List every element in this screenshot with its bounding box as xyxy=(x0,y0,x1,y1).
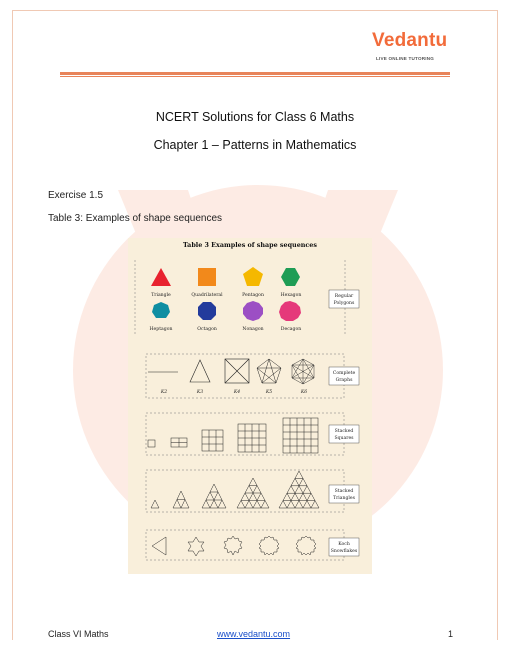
label-hexagon: Hexagon xyxy=(280,293,302,298)
regular-polygons-label-1: Regular xyxy=(334,294,354,299)
pentagon-icon xyxy=(243,267,263,286)
figure-title: Table 3 Examples of shape sequences xyxy=(183,241,317,249)
k5-graph xyxy=(257,359,281,383)
regular-polygons-label-2: Polygons xyxy=(333,301,355,306)
label-pentagon: Pentagon xyxy=(242,293,264,298)
complete-graphs-section xyxy=(146,354,359,398)
label-nonagon: Nonagon xyxy=(242,327,264,332)
nonagon-icon xyxy=(243,301,263,321)
label-k5: K5 xyxy=(265,390,273,395)
label-k4: K4 xyxy=(233,390,241,395)
chapter-title: Chapter 1 – Patterns in Mathematics xyxy=(153,138,357,152)
label-k6: K6 xyxy=(300,390,308,395)
complete-graphs-label-1: Complete xyxy=(332,371,356,376)
document-title: NCERT Solutions for Class 6 Maths xyxy=(155,110,355,124)
footer-website-link[interactable]: www.vedantu.com xyxy=(217,629,291,639)
footer-class-label: Class VI Maths xyxy=(48,629,109,639)
koch-iteration-1 xyxy=(188,537,204,556)
koch-iteration-2 xyxy=(224,536,242,555)
footer-page-number: 1 xyxy=(448,629,454,639)
logo-tagline: LIVE ONLINE TUTORING xyxy=(376,56,435,61)
stacked-squares-label-1: Stacked xyxy=(334,429,354,434)
hexagon-icon xyxy=(281,268,300,286)
label-k3: K3 xyxy=(196,390,204,395)
label-decagon: Decagon xyxy=(280,327,302,332)
koch-snowflakes-label-2: Snowflakes xyxy=(330,549,358,554)
triangle-icon xyxy=(151,268,171,286)
octagon-icon xyxy=(198,302,216,320)
decagon-icon xyxy=(279,301,301,321)
k6-graph xyxy=(292,359,314,384)
regular-polygons-section xyxy=(135,260,359,334)
koch-snowflakes-section xyxy=(146,530,359,560)
label-k2: K2 xyxy=(160,390,168,395)
exercise-heading: Exercise 1.5 xyxy=(48,190,104,201)
header-rule-thin xyxy=(60,76,450,77)
logo-wordmark: Vedantu xyxy=(372,30,448,51)
k3-graph xyxy=(190,360,210,382)
stacked-squares-label-2: Squares xyxy=(334,436,354,441)
heptagon-icon xyxy=(152,302,170,318)
koch-iteration-4 xyxy=(296,536,316,555)
k4-graph xyxy=(225,359,249,383)
stacked-squares-section xyxy=(146,413,359,455)
vedantu-logo xyxy=(372,30,456,70)
koch-snowflakes-label-1: Koch xyxy=(338,542,350,547)
stacked-triangles-label-1: Stacked xyxy=(334,489,354,494)
figure-drawing xyxy=(128,238,372,574)
header-rule xyxy=(60,72,450,75)
square-icon xyxy=(198,268,216,286)
complete-graphs-label-2: Graphs xyxy=(335,378,353,383)
label-octagon: Octagon xyxy=(197,327,217,332)
label-quadrilateral: Quadrilateral xyxy=(191,293,223,298)
koch-iteration-3 xyxy=(259,536,279,555)
koch-iteration-0 xyxy=(152,537,166,555)
label-triangle: Triangle xyxy=(151,293,171,298)
stacked-triangles-section xyxy=(146,470,359,512)
shape-sequences-figure xyxy=(128,238,372,574)
label-heptagon: Heptagon xyxy=(149,327,173,332)
table-caption: Table 3: Examples of shape sequences xyxy=(48,213,222,224)
stacked-triangles-label-2: Triangles xyxy=(333,496,355,501)
